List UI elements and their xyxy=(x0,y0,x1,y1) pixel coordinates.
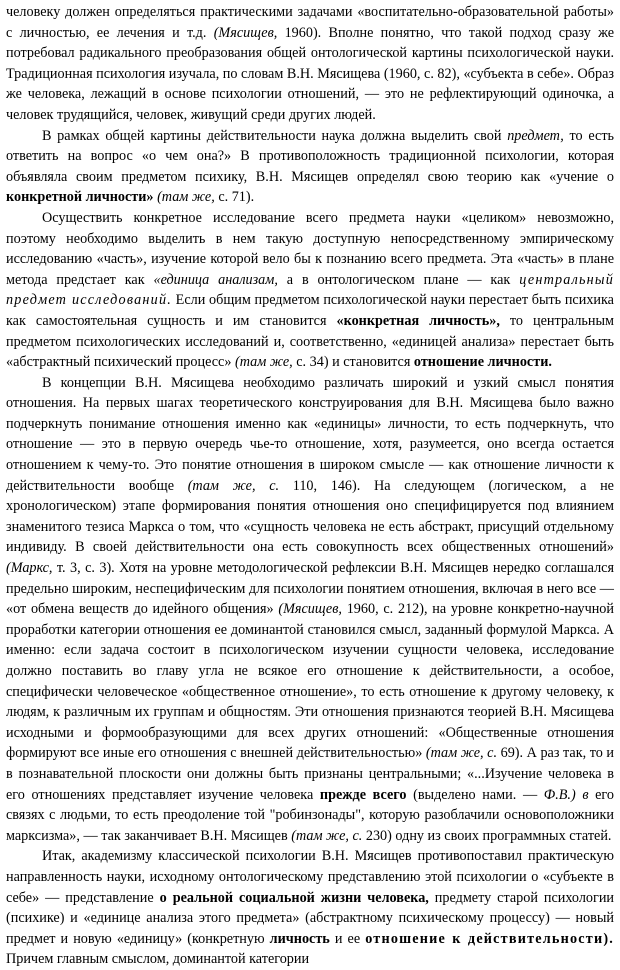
paragraph xyxy=(6,126,614,208)
text-run: (выделено нами. — xyxy=(406,786,544,803)
text-run: то центральным предметом психологических исследований и, соответственно, «единицей анализа» перестает быть «абстрактный психический процесс» xyxy=(6,312,615,371)
document-body xyxy=(6,2,614,970)
emphasized-text: (там же, xyxy=(153,189,215,206)
text-run: а в онтологическом плане — как xyxy=(277,271,520,288)
emphasized-text: (там же, с. xyxy=(425,745,498,762)
text-run: человеку должен определяться практическими задачами «воспитательно-образовательной работы» с личностью, ее лечения и т.д. xyxy=(6,4,614,41)
text-run: Если общим предметом психологической науки перестает быть психика как самостоятельная сущность и им становится xyxy=(6,292,614,329)
emphasized-text: отношение личности. xyxy=(413,354,552,371)
text-run: с. 34) и становится xyxy=(292,354,414,371)
text-run: и ее xyxy=(329,930,366,947)
emphasized-text: конкретной личности» xyxy=(6,189,154,206)
text-run: 110, 146). На следующем (логическом, а не хронологическом) этапе формирования понятия отношения оно специфицируется под влиянием знаменитого тезиса Маркса о том, что «сущность человека не есть абстракт, присущий отдельному индивиду. В своей действительности она есть совокупность всех общественных отношений» xyxy=(6,477,614,556)
text-run: 1960, с. 212), на уровне конкретно-научной проработки категории отношения ее доминантой становился смысл, заданный формулой Маркса. А именно: если задача состоит в психологическом изучении сущности человека, исследование должно поставить во главу угла не всякое его отношение к действительности, а особое, специфически человеческое «общественное отношение», то есть отношение к другому человеку, к людям, к различным их группам и общностям. Эти отношения признаются теорией В.Н. Мясищева исходными и формообразующими для всех других отношений: «Общественные отношения формируют все иные его отношения с внешней действительностью» xyxy=(6,601,614,762)
text-run: предмету старой психологии (психике) и «единице анализа этого предмета» (абстрактному психическому процессу) — новый предмет и новую «единицу» (конкретную xyxy=(6,889,615,947)
emphasized-text: центральный предмет исследований. xyxy=(6,271,614,309)
emphasized-text: «единица анализам, xyxy=(153,271,278,288)
emphasized-text: (там же, с. xyxy=(291,827,363,844)
emphasized-text: (Мясищев, xyxy=(213,24,278,41)
paragraph xyxy=(6,2,614,126)
emphasized-text: прежде всего xyxy=(319,786,407,803)
text-run: В рамках общей картины действительности наука должна выделить свой xyxy=(42,127,508,144)
paragraph xyxy=(6,373,614,847)
emphasized-text: «конкретная личность», xyxy=(336,312,500,329)
emphasized-text: Ф.В.) в xyxy=(543,786,589,803)
text-run: Итак, академизму классической психологии В.Н. Мясищев противопоставил практическую направленность науки, исходному онтологическому представлению этой психологии о «субъекте в себе» — представление xyxy=(6,848,614,906)
paragraph xyxy=(6,846,614,970)
emphasized-text: (там же, с. xyxy=(187,477,280,494)
text-run: с. 71). xyxy=(214,189,255,206)
emphasized-text: личность xyxy=(269,930,330,947)
text-run: то есть ответить на вопрос «о чем она?» В противоположность традиционной психологии, которая объявляла своим предметом психику, В.Н. Мясищев определял свою теорию как «учение о xyxy=(6,127,614,185)
text-run: его связях с людьми, то есть преодоление той "робинзонады", которую разоблачили основоположники марксизма», — так заканчивает В.Н. Мясищев xyxy=(6,786,614,844)
emphasized-text: (там же, xyxy=(234,354,293,371)
emphasized-text: (Маркс, xyxy=(6,560,53,577)
emphasized-text: о реальной социальной жизни человека, xyxy=(159,889,429,906)
paragraph xyxy=(6,208,614,373)
text-run: 69). А раз так, то и в познавательной плоскости они должны быть признаны центральными; «...Изучение человека в его отношениях представляет изучение человека xyxy=(6,745,614,803)
text-run: т. 3, с. 3). Хотя на уровне методологической рефлексии В.Н. Мясищев нередко соглашался предельно широким, неспецифическим для психологии понятием отношения, включая в него все — «от обмена веществ до идейного общения» xyxy=(6,560,614,618)
text-run: Причем главным смыслом, доминантой категории xyxy=(6,951,310,968)
text-run: В концепции В.Н. Мясищева необходимо различать широкий и узкий смысл понятия отношения. На первых шагах теоретического конструирования для В.Н. Мясищева было важно подчеркнуть понимание отношения именно как «единицы» личности, то есть подчеркнуть, что отношение — это в первую очередь чье-то отношение, хотя, разумеется, оно всегда остается отношением к чему-то. Это понятие отношения в широком смысле — как отношение личности к действительности вообще xyxy=(6,374,614,494)
text-run: 1960). Вполне понятно, что такой подход сразу же потребовал радикального преобразования общей онтологической картины психологической науки. Традиционная психология изучала, по словам В.Н. Мясищева (1960, с. 82), «субъекта в себе». Образ же человека, лежащий в основе психологии отношений, — это не рефлектирующий одиночка, а человек трудящийся, человек, живущий среди других людей. xyxy=(6,24,614,123)
emphasized-text: (Мясищев, xyxy=(278,601,342,618)
text-run: 230) одну из своих программных статей. xyxy=(362,827,612,844)
emphasized-text: отношение к действительности). xyxy=(365,930,614,947)
emphasized-text: предмет, xyxy=(507,127,564,144)
text-run: Осуществить конкретное исследование всего предмета науки «целиком» невозможно, поэтому необходимо выделить в нем такую доступную непосредственному эмпирическому исследованию «часть», изучение которой вело бы к познанию всего предмета. Эта «часть» в плане метода предстает как xyxy=(6,209,614,288)
